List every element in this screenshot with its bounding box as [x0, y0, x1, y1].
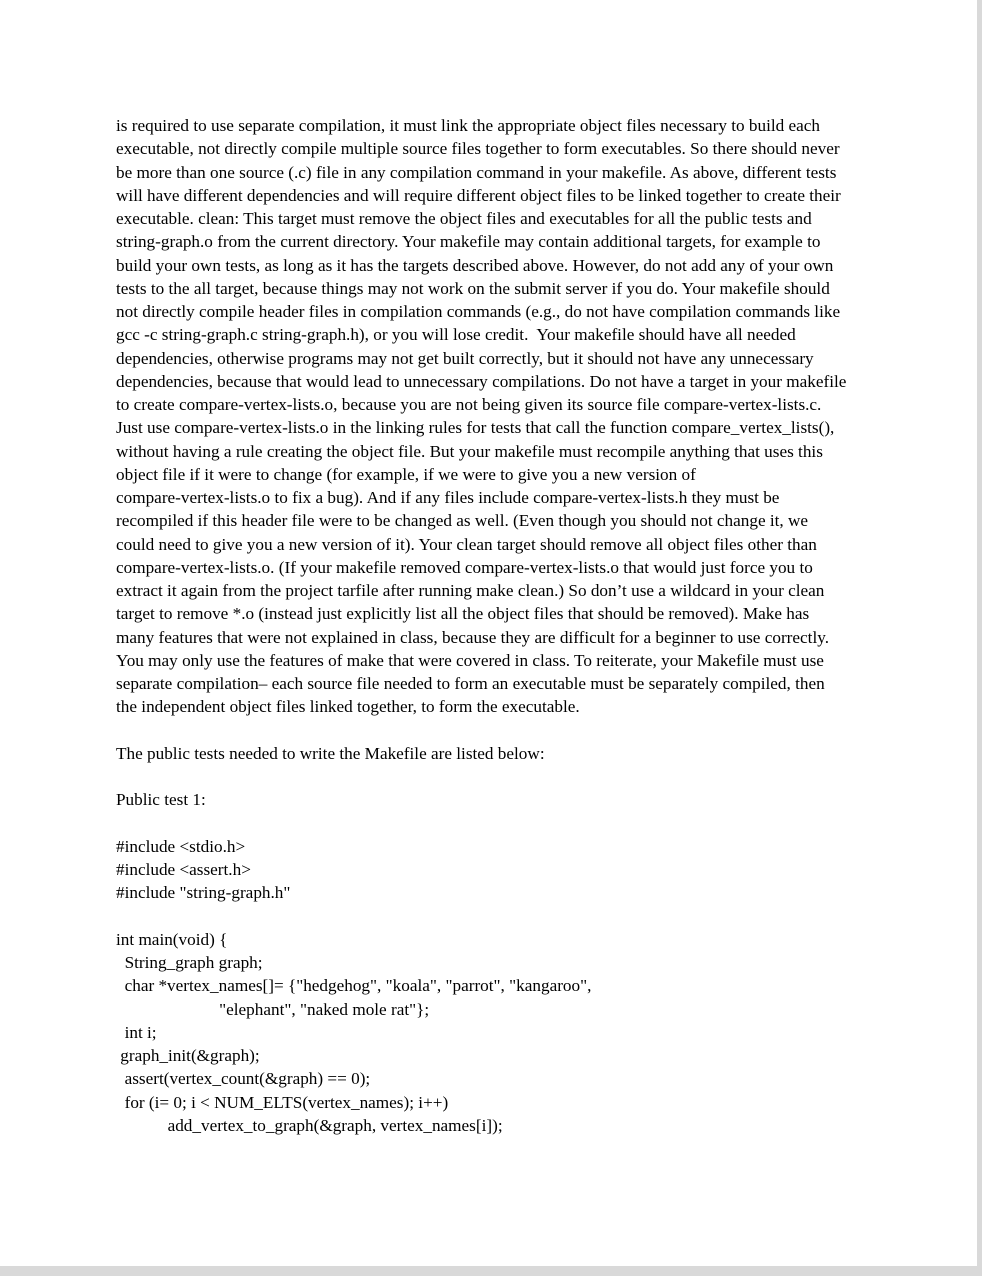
paragraph-line: tests to the all target, because things may not work on the submit server if you do. Your makefile should: [116, 278, 830, 298]
include-line: #include <assert.h>: [116, 860, 251, 879]
paragraph-line: the independent object files linked together, to form the executable.: [116, 697, 580, 717]
makefile-requirements-paragraph: [116, 114, 876, 719]
paragraph-line: object file if it were to change (for example, if we were to give you a new version of: [116, 464, 696, 484]
code-line: graph_init(&graph);: [116, 1046, 260, 1065]
paragraph-line: will have different dependencies and will require different object files to be linked together to create their: [116, 185, 841, 205]
code-line: "elephant", "naked mole rat"};: [116, 999, 430, 1019]
paragraph-line: build your own tests, as long as it has the targets described above. However, do not add any of your own: [116, 255, 834, 275]
include-line: #include "string-graph.h": [116, 883, 291, 903]
paragraph-line: executable. clean: This target must remove the object files and executables for all the public tests and: [116, 209, 812, 228]
blank-line: [116, 719, 876, 742]
paragraph-line: not directly compile header files in compilation commands (e.g., do not have compilation commands like: [116, 302, 841, 321]
paragraph-line: dependencies, otherwise programs may not get built correctly, but it should not have any unnecessary: [116, 348, 814, 368]
paragraph-line: recompiled if this header file were to be changed as well. (Even though you should not change it, we: [116, 511, 809, 531]
paragraph-line: be more than one source (.c) file in any compilation command in your makefile. As above, different tests: [116, 162, 837, 182]
blank-line: [116, 765, 876, 788]
paragraph-line: to create compare-vertex-lists.o, because you are not being given its source file compare-vertex-lists.c.: [116, 395, 822, 414]
paragraph-line: without having a rule creating the object file. But your makefile must recompile anything that uses this: [116, 441, 823, 461]
code-line: String_graph graph;: [116, 953, 263, 972]
paragraph-line: gcc -c string-graph.c string-graph.h), or you will lose credit. Your makefile should have all needed: [116, 325, 796, 345]
paragraph-line: many features that were not explained in class, because they are difficult for a beginner to use correctly.: [116, 627, 829, 647]
paragraph-line: is required to use separate compilation, it must link the appropriate object files necessary to build each: [116, 116, 820, 135]
public-tests-intro: The public tests needed to write the Makefile are listed below:: [116, 743, 545, 763]
paragraph-line: extract it again from the project tarfile after running make clean.) So don’t use a wildcard in your clean: [116, 581, 825, 600]
include-line: #include <stdio.h>: [116, 836, 246, 856]
paragraph-line: compare-vertex-lists.o to fix a bug). And if any files include compare-vertex-lists.h they must be: [116, 488, 780, 507]
code-block: [116, 928, 876, 1137]
paragraph-line: You may only use the features of make that were covered in class. To reiterate, your Makefile must use: [116, 650, 824, 670]
code-line: int i;: [116, 1022, 157, 1042]
paragraph-line: Just use compare-vertex-lists.o in the linking rules for tests that call the function compare_vertex_lists(),: [116, 418, 835, 438]
code-line: add_vertex_to_graph(&graph, vertex_names[i]);: [116, 1115, 503, 1135]
paragraph-line: string-graph.o from the current directory. Your makefile may contain additional targets, for example to: [116, 232, 821, 252]
paragraph-line: separate compilation– each source file needed to form an executable must be separately compiled, then: [116, 674, 825, 693]
include-block: [116, 835, 876, 905]
paragraph-line: executable, not directly compile multiple source files together to form executables. So there should never: [116, 139, 840, 159]
public-test-heading: Public test 1:: [116, 790, 206, 810]
code-line: for (i= 0; i < NUM_ELTS(vertex_names); i++): [116, 1092, 449, 1112]
paragraph-line: dependencies, because that would lead to unnecessary compilations. Do not have a target in your makefile: [116, 371, 847, 391]
page-content: [116, 114, 876, 1137]
code-line: char *vertex_names[]= {"hedgehog", "koala", "parrot", "kangaroo",: [116, 976, 592, 996]
paragraph-line: target to remove *.o (instead just explicitly list all the object files that should be removed). Make has: [116, 604, 810, 624]
code-line: assert(vertex_count(&graph) == 0);: [116, 1069, 371, 1089]
blank-line: [116, 905, 876, 928]
code-line: int main(void) {: [116, 929, 228, 949]
blank-line: [116, 812, 876, 835]
paragraph-line: compare-vertex-lists.o. (If your makefile removed compare-vertex-lists.o that would just force you to: [116, 557, 813, 577]
paragraph-line: could need to give you a new version of it). Your clean target should remove all object files other than: [116, 534, 817, 554]
